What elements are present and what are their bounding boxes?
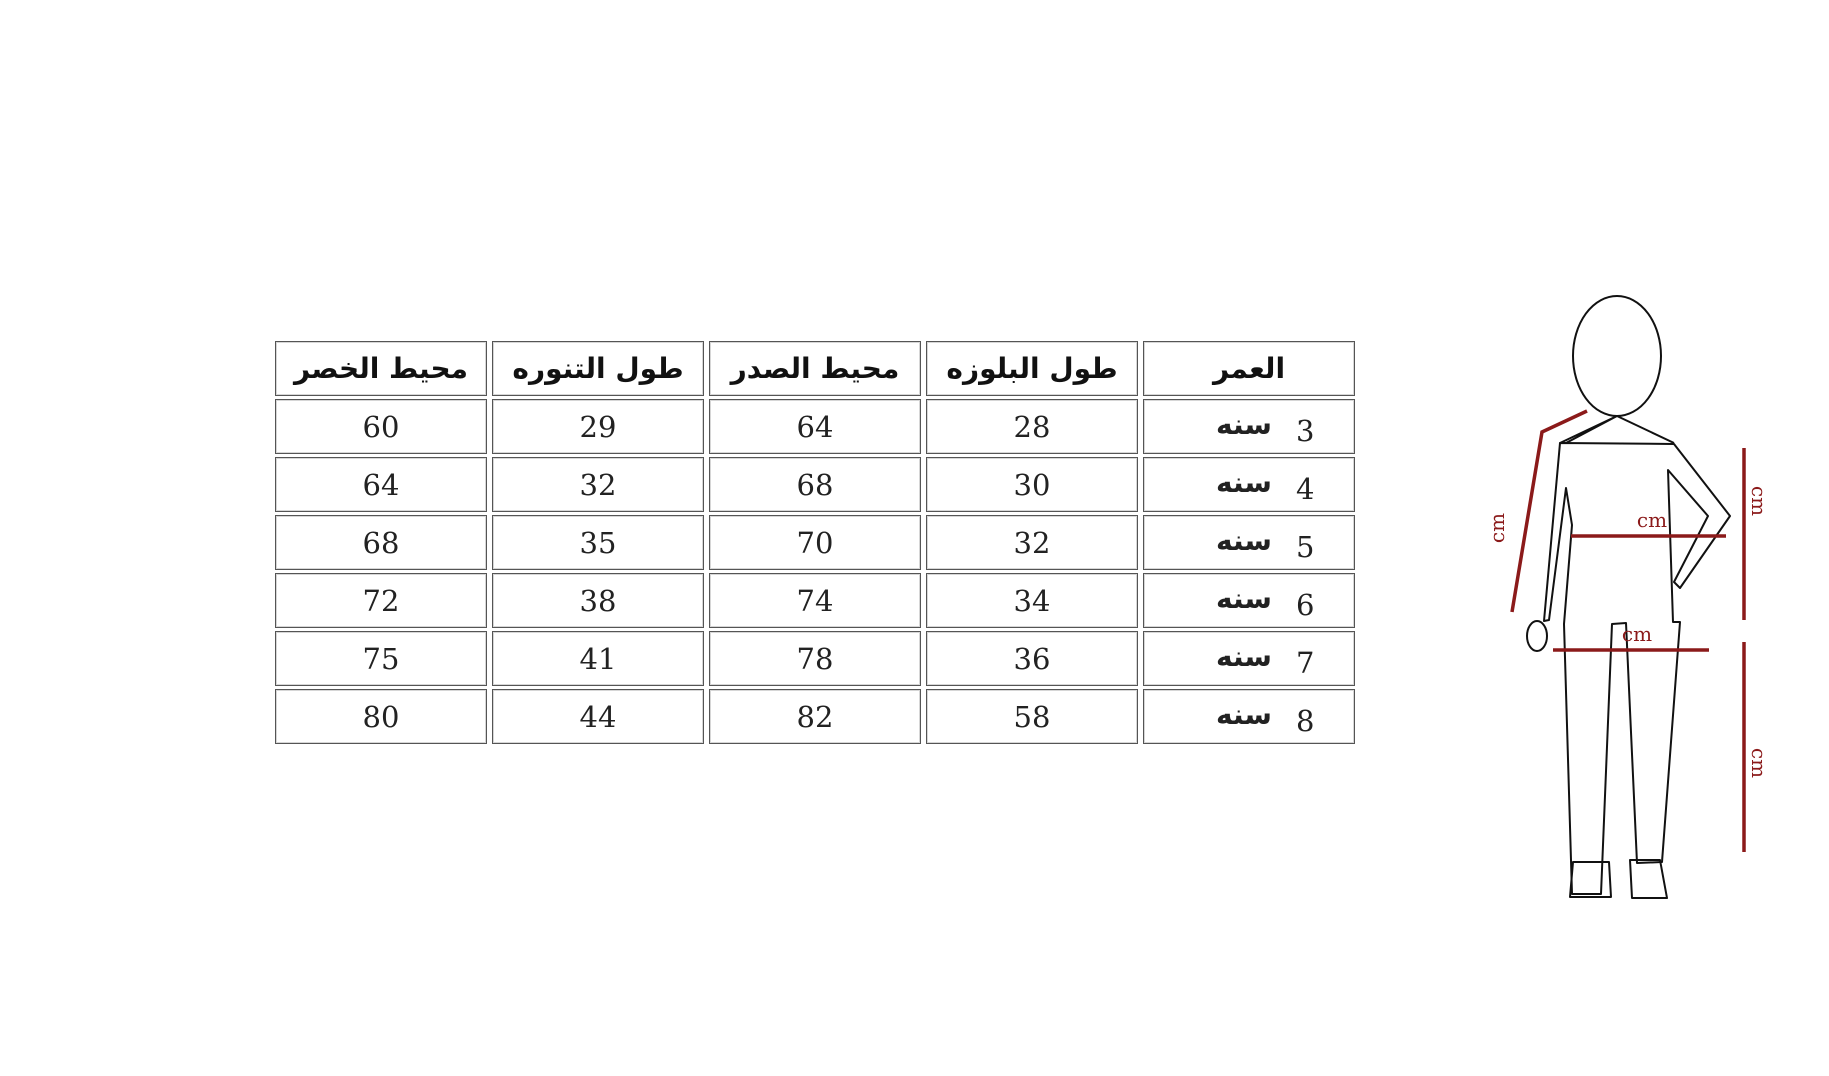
age-word: سنه	[1216, 640, 1272, 673]
age-cell	[1143, 689, 1355, 744]
waist-unit-label: cm	[1621, 622, 1653, 646]
age-word: سنه	[1216, 466, 1272, 499]
header-waist: محيط الخصر	[275, 341, 487, 396]
skirt-length-cell: 44	[492, 689, 704, 744]
blouse-length-cell: 28	[926, 399, 1138, 454]
sleeve-measure-line	[1512, 411, 1587, 612]
skirt-length-cell: 41	[492, 631, 704, 686]
table-row	[275, 689, 1355, 744]
age-number: 3	[1296, 414, 1315, 448]
age-number: 5	[1296, 530, 1315, 564]
skirt-length-cell: 32	[492, 457, 704, 512]
skirt-length-unit-label: cm	[1747, 747, 1771, 779]
blouse-length-cell: 34	[926, 573, 1138, 628]
body-measurement-figure	[1480, 285, 1771, 905]
chest-cell: 78	[709, 631, 921, 686]
age-number: 4	[1296, 472, 1315, 506]
skirt-length-cell: 35	[492, 515, 704, 570]
waist-cell: 60	[275, 399, 487, 454]
header-age: العمر	[1143, 341, 1355, 396]
left-shoe	[1570, 862, 1611, 897]
age-cell	[1143, 457, 1355, 512]
chest-unit-label: cm	[1636, 508, 1668, 532]
blouse-length-unit-label: cm	[1747, 485, 1771, 517]
skirt-length-cell: 29	[492, 399, 704, 454]
waist-cell: 72	[275, 573, 487, 628]
age-word: سنه	[1216, 698, 1272, 731]
blouse-length-cell: 30	[926, 457, 1138, 512]
table-header-row	[275, 341, 1355, 396]
chest-cell: 70	[709, 515, 921, 570]
age-cell	[1143, 515, 1355, 570]
waist-cell: 80	[275, 689, 487, 744]
sleeve-unit-label: cm	[1485, 512, 1509, 544]
header-skirt-length: طول التنوره	[492, 341, 704, 396]
table-row	[275, 515, 1355, 570]
hand-shape	[1527, 621, 1547, 651]
table-row	[275, 399, 1355, 454]
age-cell	[1143, 399, 1355, 454]
chest-cell: 74	[709, 573, 921, 628]
age-word: سنه	[1216, 524, 1272, 557]
age-cell	[1143, 573, 1355, 628]
age-word: سنه	[1216, 582, 1272, 615]
neck-right	[1617, 416, 1674, 443]
size-chart-table	[270, 338, 1360, 747]
age-number: 8	[1296, 704, 1315, 738]
head-shape	[1573, 296, 1661, 416]
header-blouse-length: طول البلوزه	[926, 341, 1138, 396]
skirt-length-cell: 38	[492, 573, 704, 628]
table-row	[275, 573, 1355, 628]
age-cell	[1143, 631, 1355, 686]
chest-cell: 68	[709, 457, 921, 512]
table-row	[275, 457, 1355, 512]
age-number: 7	[1296, 646, 1315, 680]
waist-cell: 68	[275, 515, 487, 570]
waist-cell: 75	[275, 631, 487, 686]
waist-cell: 64	[275, 457, 487, 512]
age-word: سنه	[1216, 408, 1272, 441]
figure-outline	[1527, 296, 1730, 898]
chest-cell: 82	[709, 689, 921, 744]
blouse-length-cell: 58	[926, 689, 1138, 744]
header-chest: محيط الصدر	[709, 341, 921, 396]
age-number: 6	[1296, 588, 1315, 622]
chest-cell: 64	[709, 399, 921, 454]
table-row	[275, 631, 1355, 686]
blouse-length-cell: 32	[926, 515, 1138, 570]
blouse-length-cell: 36	[926, 631, 1138, 686]
right-shoe	[1630, 860, 1667, 898]
